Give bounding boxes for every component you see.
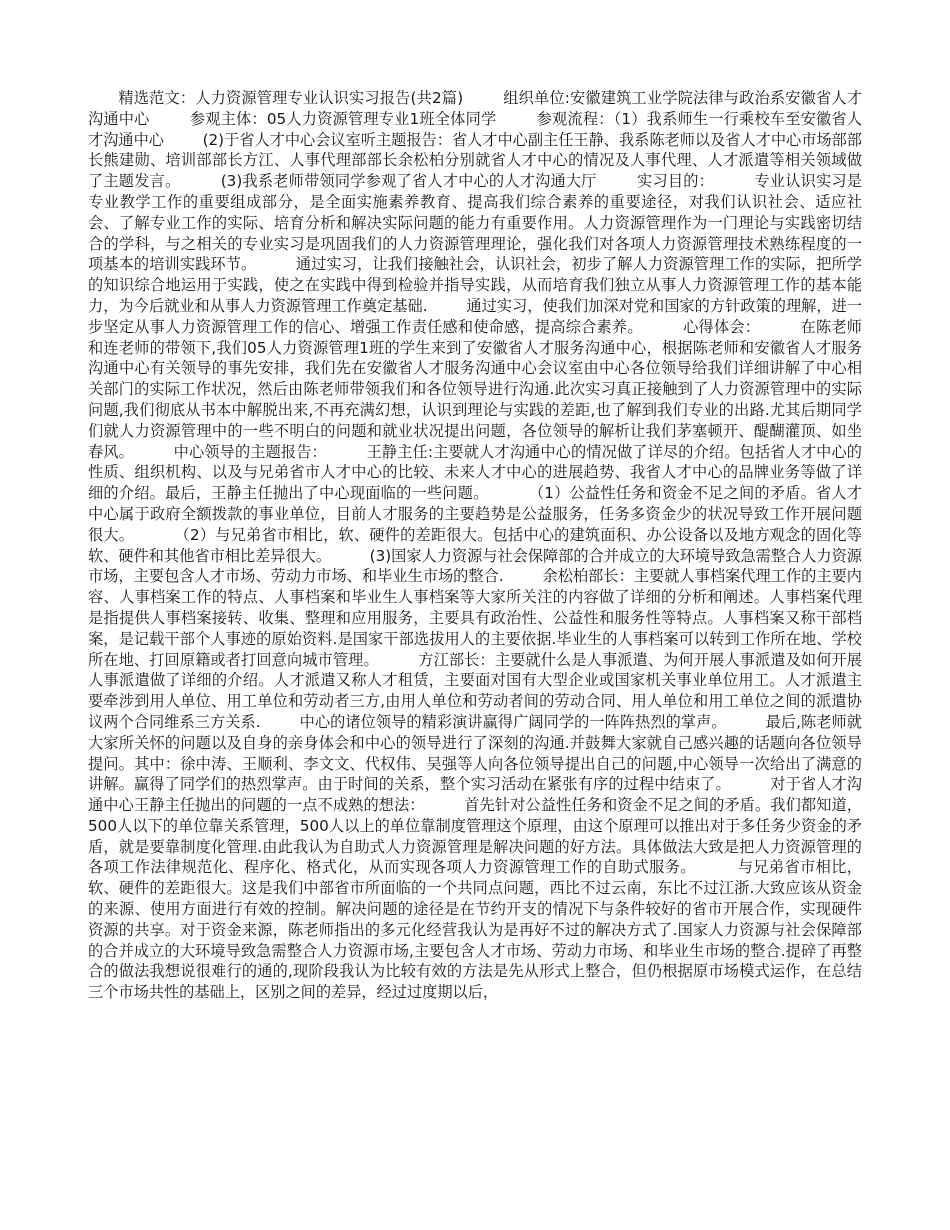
report-body-paragraph: 精选范文：人力资源管理专业认识实习报告(共2篇) 组织单位:安徽建筑工业学院法律与政治系安徽省人才沟通中心 参观主体：05人力资源管理专业1班全体同学 参观流程：（1）我系师生一行乘校车至安徽省人才沟通中心 (2)于省人才中心会议室听主题报告：省人才中心副主任王静、我系陈老师以及省人才中心市场部部长熊建勋、培训部部长方江、人事代理部部长余松柏分别就省人才中心的情况及人事代理、人才派遣等相关领域做了主题发言。 (3)我系老师带领同学参观了省人才中心的人才沟通大厅 实习目的： 专业认识实习是专业教学工作的重要组成部分，是全面实施素养教育、提高我们综合素养的重要途径，对我们认识社会、适应社会、了解专业工作的实际、培育分析和解决实际问题的能力有重要作用。人力资源管理作为一门理论与实践密切结合的学科，与之相关的专业实习是巩固我们的人力资源管理理论，强化我们对各项人力资源管理技术熟练程度的一项基本的培训实践环节。 通过实习，让我们接触社会，认识社会，初步了解人力资源管理工作的实际，把所学的知识综合地运用于实践，使之在实践中得到检验并指导实践，从而培育我们独立从事人力资源管理工作的基本能力，为今后就业和从事人力资源管理工作奠定基础. 通过实习，使我们加深对党和国家的方针政策的理解，进一步坚定从事人力资源管理工作的信心、增强工作责任感和使命感，提高综合素养。 心得体会： 在陈老师和连老师的带领下,我们05人力资源管理1班的学生来到了安徽省人才服务沟通中心，根据陈老师和安徽省人才服务沟通中心有关领导的事先安排，我们先在安徽省人才服务沟通中心会议室由中心各位领导给我们详细讲解了中心相关部门的实际工作状况，然后由陈老师带领我们和各位领导进行沟通.此次实习真正接触到了人力资源管理中的实际问题,我们彻底从书本中解脱出来,不再充满幻想，认识到理论与实践的差距,也了解到我们专业的出路.尤其后期同学们就人力资源管理中的一些不明白的问题和就业状况提出问题，各位领导的解析让我们茅塞顿开、醍醐灌顶、如坐春风。 中心领导的主题报告： 王静主任:主要就人才沟通中心的情况做了详尽的介绍。包括省人才中心的性质、组织机构、以及与兄弟省市人才中心的比较、未来人才中心的进展趋势、我省人才中心的品牌业务等做了详细的介绍。最后，王静主任抛出了中心现面临的一些问题。 （1）公益性任务和资金不足之间的矛盾。省人才中心属于政府全额拨款的事业单位，目前人才服务的主要趋势是公益服务，任务多资金少的状况导致工作开展问题很大。 （2）与兄弟省市相比，软、硬件的差距很大。包括中心的建筑面积、办公设备以及地方观念的固化等软、硬件和其他省市相比差异很大。 (3)国家人力资源与社会保障部的合并成立的大环境导致急需整合人力资源市场，主要包含人才市场、劳动力市场、和毕业生市场的整合. 余松柏部长：主要就人事档案代理工作的主要内容、人事档案工作的特点、人事档案和毕业生人事档案等大家所关注的内容做了详细的分析和阐述。人事档案代理是指提供人事档案接转、收集、整理和应用服务，主要具有政治性、公益性和服务性等特点。人事档案又称干部档案，是记载干部个人事迹的原始资料.是国家干部选拔用人的主要依据.毕业生的人事档案可以转到工作所在地、学校所在地、打回原籍或者打回意向城市管理。 方江部长：主要就什么是人事派遣、为何开展人事派遣及如何开展人事派遣做了详细的介绍。人才派遣又称人才租赁，主要面对国有大型企业或国家机关事业单位用工。人才派遣主要牵涉到用人单位、用工单位和劳动者三方,由用人单位和劳动者间的劳动合同、用人单位和用工单位之间的派遣协议两个合同维系三方关系. 中心的诸位领导的精彩演讲赢得广阔同学的一阵阵热烈的掌声。 最后,陈老师就大家所关怀的问题以及自身的亲身体会和中心的领导进行了深刻的沟通.并鼓舞大家就自己感兴趣的话题向各位领导提问。其中：徐中涛、王顺利、李文文、代权伟、吴强等人向各位领导提出自己的问题,中心领导一次给出了满意的讲解。赢得了同学们的热烈掌声。由于时间的关系，整个实习活动在紧张有序的过程中结束了。 对于省人才沟通中心王静主任抛出的问题的一点不成熟的想法： 首先针对公益性任务和资金不足之间的矛盾。我们都知道，500人以下的单位靠关系管理，500人以上的单位靠制度管理这个原理，由这个原理可以推出对于多任务少资金的矛盾，就是要靠制度化管理.由此我认为自助式人力资源管理是解决问题的好方法。具体做法大致是把人力资源管理的各项工作法律规范化、程序化、格式化，从而实现各项人力资源管理工作的自助式服务。 与兄弟省市相比，软、硬件的差距很大。这是我们中部省市所面临的一个共同点问题，西比不过云南，东比不过江浙.大致应该从资金的来源、使用方面进行有效的控制。解决问题的途径是在节约开支的情况下与条件较好的省市开展合作，实现硬件资源的共享。对于资金来源，陈老师指出的多元化经营我认为是再好不过的解决方式了.国家人力资源与社会保障部的合并成立的大环境导致急需整合人力资源市场,主要包含人才市场、劳动力市场、和毕业生市场的整合.提碎了再整合的做法我想说很难行的通的,现阶段我认为比较有效的方法是先从形式上整合，但仍根据原市场模式运作，在总结三个市场共性的基础上，区别之间的差异，经过过度期以后， (88, 89, 862, 1002)
document-page (88, 88, 862, 1003)
